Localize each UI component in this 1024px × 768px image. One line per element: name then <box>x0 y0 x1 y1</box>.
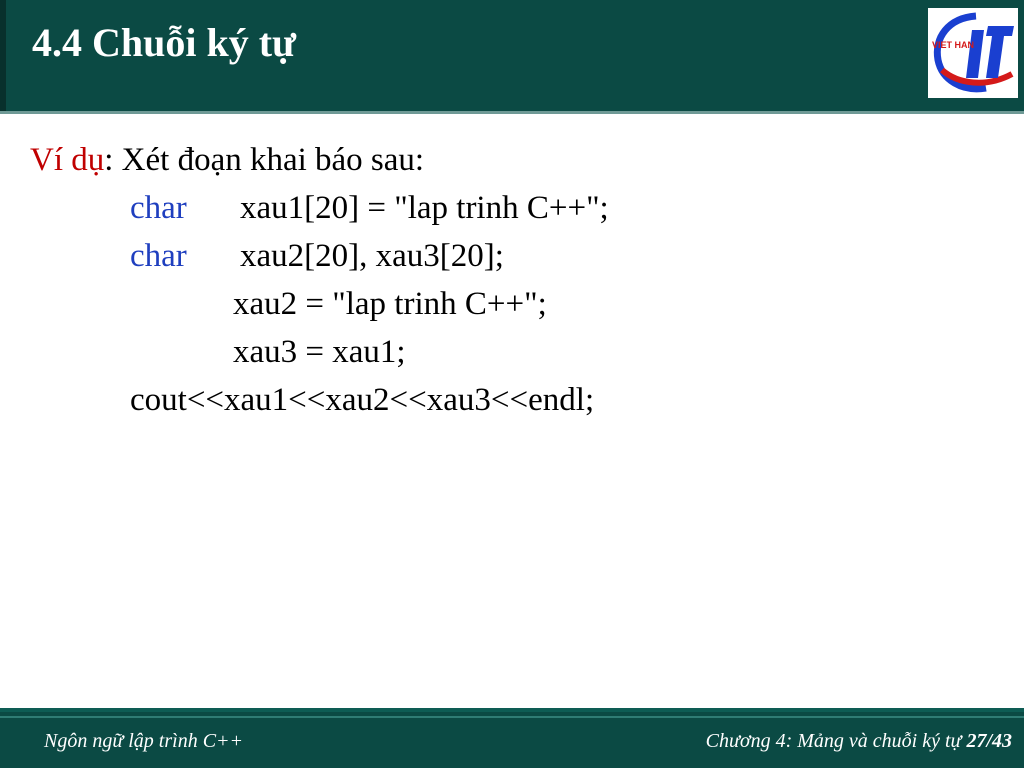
code-text: xau1[20] = "lap trinh C++"; <box>240 190 609 226</box>
slide-title: 4.4 Chuỗi ký tự <box>32 20 297 65</box>
header-accent-bar <box>0 0 6 111</box>
course-name: Ngôn ngữ lập trình C++ <box>44 730 244 752</box>
slide-footer <box>0 708 1024 768</box>
code-text: cout<<xau1<<xau2<<xau3<<endl; <box>130 382 595 418</box>
example-intro <box>30 136 990 184</box>
chapter-title: Chương 4: Mảng và chuỗi ký tự <box>705 730 967 752</box>
code-line-1 <box>30 184 990 232</box>
code-keyword: char <box>130 190 187 226</box>
code-text: xau2 = "lap trinh C++"; <box>233 286 547 322</box>
code-keyword: char <box>130 238 187 274</box>
example-text: : Xét đoạn khai báo sau: <box>104 142 425 178</box>
code-line-4 <box>30 328 990 376</box>
code-text: xau3 = xau1; <box>233 334 406 370</box>
chapter-info <box>706 730 1012 753</box>
viethan-it-logo <box>928 8 1018 98</box>
page-number: 27/43 <box>966 730 1012 752</box>
code-line-5 <box>30 376 990 424</box>
example-label: Ví dụ <box>30 142 105 178</box>
code-line-3 <box>30 280 990 328</box>
slide-header <box>0 0 1024 114</box>
svg-text:VIET HAN: VIET HAN <box>932 40 975 50</box>
logo-icon <box>928 8 1018 98</box>
footer-divider <box>0 716 1024 718</box>
slide-content <box>30 136 990 424</box>
code-line-2 <box>30 232 990 280</box>
code-text: xau2[20], xau3[20]; <box>240 238 504 274</box>
